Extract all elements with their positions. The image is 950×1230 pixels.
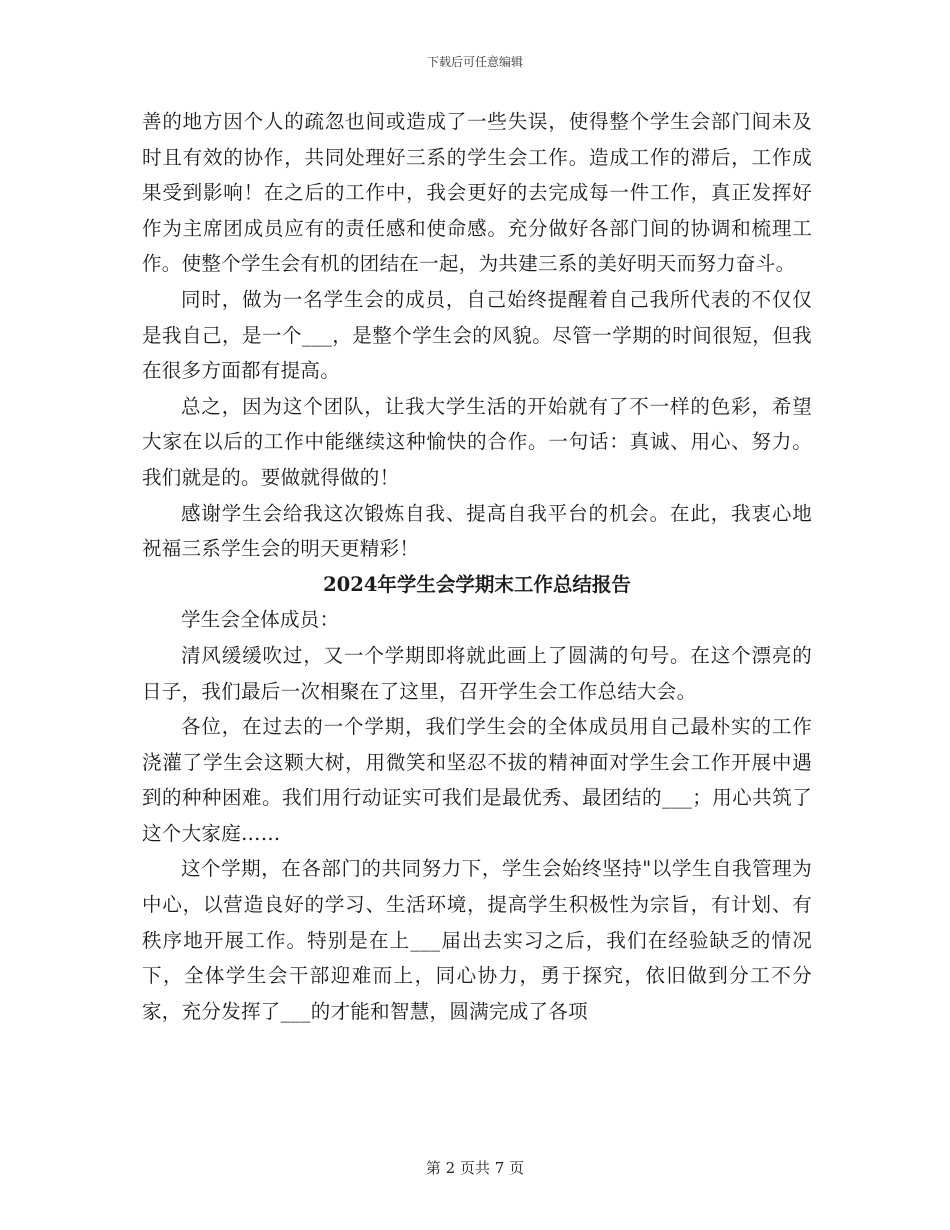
paragraph: 各位，在过去的一个学期，我们学生会的全体成员用自己最朴实的工作浇灌了学生会这颗大树，用微笑和坚忍不拔的精神面对学生会工作开展中遇到的种种困难。我们用行动证实可我们是最优秀、最团结的___；用心共筑了这个大家庭…… <box>142 715 812 845</box>
paragraph: 感谢学生会给我这次锻炼自我、提高自我平台的机会。在此，我衷心地祝福三系学生会的明天更精彩！ <box>142 501 812 561</box>
document-body <box>142 104 812 1029</box>
paragraph: 善的地方因个人的疏忽也间或造成了一些失误，使得整个学生会部门间未及时且有效的协作，共同处理好三系的学生会工作。造成工作的滞后，工作成果受到影响！在之后的工作中，我会更好的去完成每一件工作，真正发挥好作为主席团成员应有的责任感和使命感。充分做好各部门间的协调和梳理工作。使整个学生会有机的团结在一起，为共建三系的美好明天而努力奋斗。 <box>142 110 812 276</box>
page-header: 下载后可任意编辑 <box>426 55 523 69</box>
paragraph: 清风缓缓吹过，又一个学期即将就此画上了圆满的句号。在这个漂亮的日子，我们最后一次相聚在了这里，召开学生会工作总结大会。 <box>142 643 812 703</box>
paragraph: 同时，做为一名学生会的成员，自己始终提醒着自己我所代表的不仅仅是我自己，是一个___，是整个学生会的风貌。尽管一学期的时间很短，但我在很多方面都有提高。 <box>142 287 812 383</box>
paragraph: 总之，因为这个团队，让我大学生活的开始就有了不一样的色彩，希望大家在以后的工作中能继续这种愉快的合作。一句话：真诚、用心、努力。我们就是的。要做就得做的！ <box>142 394 812 489</box>
page-number: 第 2 页共 7 页 <box>425 1159 525 1177</box>
salutation: 学生会全体成员： <box>181 608 340 632</box>
section-title: 2024年学生会学期末工作总结报告 <box>323 572 631 596</box>
paragraph: 这个学期，在各部门的共同努力下，学生会始终坚持"以学生自我管理为中心，以营造良好的学习、生活环境，提高学生积极性为宗旨，有计划、有秩序地开展工作。特别是在上___届出去实习之后，我们在经验缺乏的情况下，全体学生会干部迎难而上，同心协力，勇于探究，依旧做到分工不分家，充分发挥了___的才能和智慧，圆满完成了各项 <box>142 857 812 1023</box>
